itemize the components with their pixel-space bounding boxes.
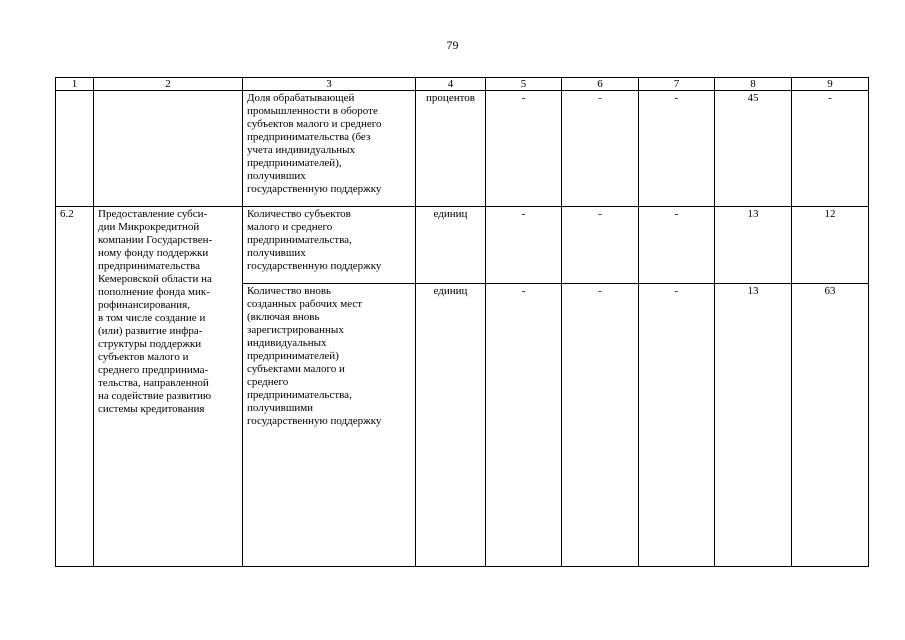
row-number-cell: 6.2 — [56, 207, 94, 567]
column-number-row — [56, 78, 869, 91]
value-cell: - — [639, 91, 715, 207]
indicator-text: Количество субъектов малого и среднего предпринимательства, получивших государственную поддержку — [247, 208, 382, 272]
unit-cell: единиц — [416, 207, 486, 284]
measure-cell — [94, 207, 243, 567]
value-cell: - — [792, 91, 869, 207]
value-cell: 12 — [792, 207, 869, 284]
value-cell: - — [486, 207, 562, 284]
unit-cell: процентов — [416, 91, 486, 207]
value-cell: - — [562, 284, 639, 567]
value-cell: - — [639, 207, 715, 284]
measure-cell — [94, 91, 243, 207]
value-cell: - — [486, 91, 562, 207]
column-header: 9 — [792, 78, 869, 91]
indicator-cell — [243, 91, 416, 207]
column-header: 7 — [639, 78, 715, 91]
value-cell: - — [562, 91, 639, 207]
value-cell: 63 — [792, 284, 869, 567]
indicator-cell — [243, 284, 416, 567]
column-header: 2 — [94, 78, 243, 91]
indicator-text: Доля обрабатывающей промышленности в обороте субъектов малого и среднего предпринимательства (без учета индивидуальных предпринимателей), получивших государственную поддержку — [247, 92, 382, 195]
measure-text: Предоставление субси- дии Микрокредитной компании Государствен- ному фонду поддержки предпринимательства Кемеровской области на пополнение фонда мик- рофинансирования, в том числе создание и (или) развитие инфра- структуры поддержки субъектов малого и среднего предпринима- тельства, направленной на содействие развитию системы кредитования — [98, 208, 213, 415]
indicators-table — [55, 77, 869, 567]
table-row — [56, 91, 869, 207]
column-header: 3 — [243, 78, 416, 91]
row-number-cell — [56, 91, 94, 207]
column-header: 1 — [56, 78, 94, 91]
unit-cell: единиц — [416, 284, 486, 567]
value-cell: 13 — [715, 284, 792, 567]
value-cell: 13 — [715, 207, 792, 284]
value-cell: 45 — [715, 91, 792, 207]
value-cell: - — [486, 284, 562, 567]
column-header: 8 — [715, 78, 792, 91]
indicator-text: Количество вновь созданных рабочих мест (включая вновь зарегистрированных индивидуальных предпринимателей) субъектами малого и среднего предпринимательства, получившими государственную поддержку — [247, 285, 382, 427]
column-header: 6 — [562, 78, 639, 91]
page-number: 79 — [446, 38, 459, 52]
value-cell: - — [562, 207, 639, 284]
column-header: 5 — [486, 78, 562, 91]
column-header: 4 — [416, 78, 486, 91]
value-cell: - — [639, 284, 715, 567]
table-row — [56, 207, 869, 284]
indicator-cell — [243, 207, 416, 284]
